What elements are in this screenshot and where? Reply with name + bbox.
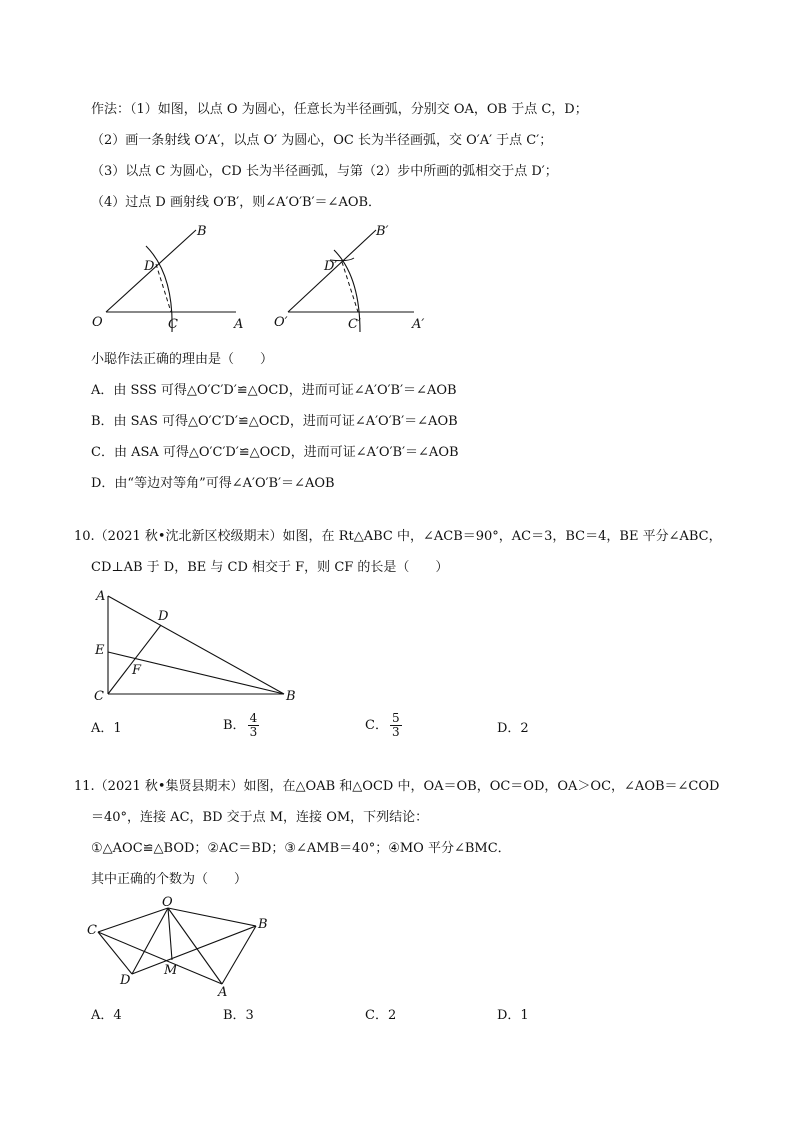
label-b: B bbox=[197, 224, 207, 239]
label-c: C bbox=[94, 689, 104, 704]
label-d-prime: D′ bbox=[324, 259, 338, 274]
q9-figure-constructed-angle bbox=[272, 222, 442, 334]
q9-option-d: D．由“等边对等角”可得∠A′O′B′＝∠AOB bbox=[91, 476, 335, 491]
q10-option-b-fraction bbox=[248, 712, 260, 739]
q10-figure-right-triangle bbox=[88, 586, 308, 708]
label-a: A bbox=[96, 589, 106, 604]
q9-step-3: （3）以点 C 为圆心，CD 长为半径画弧，与第（2）步中所画的弧相交于点 D′； bbox=[91, 164, 558, 179]
q10-option-b-denominator: 3 bbox=[249, 725, 258, 739]
q10-stem-line-1: 10.（2021 秋•沈北新区校级期末）如图，在 Rt△ABC 中，∠ACB＝90°，AC＝3，BC＝4，BE 平分∠ABC， bbox=[74, 529, 722, 544]
segment-cd bbox=[108, 625, 161, 694]
label-m: M bbox=[164, 963, 178, 978]
segment-od bbox=[132, 908, 168, 974]
label-c: C bbox=[87, 923, 97, 938]
q10-option-a: A．1 bbox=[91, 721, 122, 736]
q10-stem-line-2: CD⊥AB 于 D，BE 与 CD 相交于 F，则 CF 的长是（ ） bbox=[91, 560, 449, 575]
label-b: B bbox=[258, 917, 268, 932]
label-a-prime: A′ bbox=[412, 317, 425, 332]
q11-conclusions: ①△AOC≌△BOD；②AC＝BD；③∠AMB＝40°；④MO 平分∠BMC． bbox=[91, 841, 511, 856]
label-o: O bbox=[162, 896, 173, 910]
q9-option-c: C．由 ASA 可得△O′C′D′≌△OCD，进而可证∠A′O′B′＝∠AOB bbox=[91, 445, 459, 460]
q10-option-c-numerator: 5 bbox=[391, 711, 400, 725]
q11-stem-line-2: ＝40°，连接 AC，BD 交于点 M，连接 OM，下列结论： bbox=[91, 810, 429, 825]
label-c: C bbox=[168, 317, 178, 332]
label-d: D bbox=[144, 259, 155, 274]
label-o-prime: O′ bbox=[274, 315, 288, 330]
label-d: D bbox=[120, 973, 131, 988]
segment-cd bbox=[98, 932, 132, 974]
q9-option-a: A．由 SSS 可得△O′C′D′≌△OCD，进而可证∠A′O′B′＝∠AOB bbox=[91, 383, 457, 398]
q11-question: 其中正确的个数为（ ） bbox=[91, 872, 248, 887]
q11-option-a: A．4 bbox=[91, 1008, 122, 1023]
segment-ba bbox=[222, 926, 256, 984]
q11-option-b: B．3 bbox=[223, 1008, 254, 1023]
q10-option-c bbox=[365, 712, 402, 739]
dashed-d-prime-c-prime bbox=[342, 262, 358, 312]
q11-option-c: C．2 bbox=[365, 1008, 397, 1023]
label-o: O bbox=[92, 315, 103, 330]
segment-oc bbox=[98, 908, 168, 932]
label-f: F bbox=[132, 663, 142, 678]
q11-option-d: D．1 bbox=[497, 1008, 529, 1023]
q9-figure-original-angle bbox=[88, 222, 258, 334]
q9-question: 小聪作法正确的理由是（ ） bbox=[91, 352, 274, 367]
segment-db bbox=[132, 926, 256, 974]
q11-figure-triangles bbox=[84, 896, 284, 998]
segment-ob bbox=[168, 908, 256, 926]
q10-option-d: D．2 bbox=[497, 721, 529, 736]
q10-option-c-denominator: 3 bbox=[391, 725, 400, 739]
label-d: D bbox=[158, 609, 169, 624]
q10-option-b-numerator: 4 bbox=[249, 711, 258, 725]
label-a: A bbox=[234, 317, 244, 332]
q9-step-2: （2）画一条射线 O′A′，以点 O′ 为圆心，OC 长为半径画弧，交 O′A′ 于点 C′； bbox=[91, 133, 553, 148]
label-e: E bbox=[95, 643, 105, 658]
label-b: B bbox=[286, 689, 296, 704]
side-ab bbox=[108, 596, 284, 694]
q9-step-4: （4）过点 D 画射线 O′B′，则∠A′O′B′＝∠AOB． bbox=[91, 195, 382, 210]
q10-option-c-prefix: C． bbox=[365, 718, 388, 733]
label-a: A bbox=[218, 985, 228, 998]
q10-option-b-prefix: B． bbox=[223, 718, 246, 733]
q11-stem-line-1: 11.（2021 秋•集贤县期末）如图，在△OAB 和△OCD 中，OA＝OB，OC＝OD，OA＞OC，∠AOB＝∠COD bbox=[74, 779, 720, 794]
segment-om bbox=[168, 908, 172, 960]
q9-option-b: B．由 SAS 可得△O′C′D′≌△OCD，进而可证∠A′O′B′＝∠AOB bbox=[91, 414, 458, 429]
q9-step-1: 作法：（1）如图，以点 O 为圆心，任意长为半径画弧，分别交 OA，OB 于点 C，D； bbox=[91, 102, 588, 117]
label-c-prime: C′ bbox=[348, 317, 361, 332]
q10-option-b bbox=[223, 712, 259, 739]
q10-option-c-fraction bbox=[390, 712, 402, 739]
label-b-prime: B′ bbox=[376, 224, 389, 239]
